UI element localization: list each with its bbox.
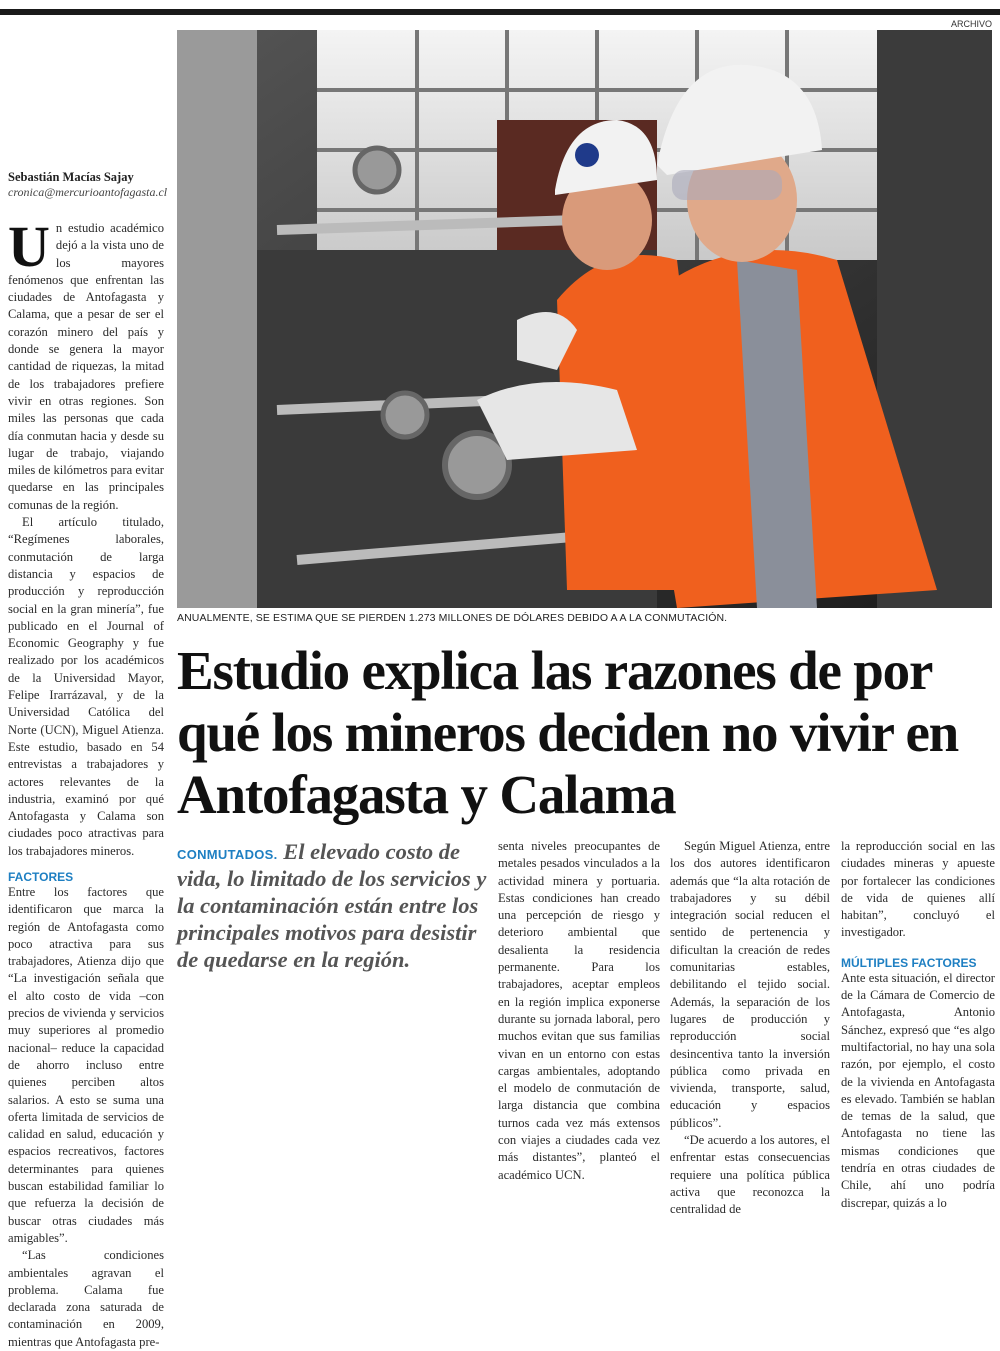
paragraph: la reproducción social en las ciudades mineras y apueste por fortalecer las condiciones de vida de quienes allí habitan”, concluyó el investigador. — [841, 839, 995, 940]
column-1 — [8, 170, 168, 1351]
byline-author: Sebastián Macías Sajay — [8, 170, 134, 184]
paragraph: “Las condiciones ambientales agravan el problema. Calama fue declarada zona saturada de contaminación en 2009, mientras que Antofagasta pre- — [8, 1248, 164, 1349]
headline: Estudio explica las razones de por qué los mineros deciden no vivir en Antofagasta y Calama — [177, 640, 959, 825]
paragraph: Ante esta situación, el director de la Cámara de Comercio de Antofagasta, Antonio Sánchez, expresó que “es algo multifactorial, no hay una sola razón, por ejemplo, el costo de la vivienda en Antofagasta es elevado. También se hablan de temas de la salud, que Antofagasta no tiene las mismas condiciones que tendría en otras ciudades de Chile, ahí uno podría discrepar, quizás a lo — [841, 970, 995, 1210]
subheading-multiples-factores: MÚLTIPLES FACTORES — [841, 955, 977, 970]
subheading-factores: FACTORES — [8, 869, 74, 884]
column-3 — [670, 838, 830, 1219]
byline-email[interactable]: cronica@mercurioantofagasta.cl — [8, 185, 168, 199]
paragraph: Un estudio académico dejó a la vista uno de los mayores fenómenos que enfrentan las ciudades de Antofagasta y Calama, que a pesar de ser el corazón minero del país y donde se genera la mayor cantidad de riquezas, la mitad de los trabajadores prefiere vivir en otras regiones. Son miles las personas que cada día conmutan hacia y desde su lugar de trabajo, viajando miles de kilómetros para evitar quedarse en las principales comunas de la región. — [8, 214, 164, 512]
paragraph: Entre los factores que identificaron que marca la región de Antofagasta como poco atractiva para sus trabajadores, Atienza dijo que “La investigación señala que el alto costo de vida –con precios de vivienda y servicios muy superiores al promedio nacional– reduce la capacidad de ahorro incluso entre quienes perciben altos salarios. A esto se suma una oferta limitada de servicios de calidad en salud, educación y espacios recreativos, factores determinantes para quienes buscan estabilidad familiar lo que refuerza la decisión de buscar otras ciudades más amigables”. — [8, 884, 164, 1245]
paragraph: “De acuerdo a los autores, el enfrentar estas consecuencias requiere una política pública activa que reconozca la centralidad de — [670, 1133, 830, 1217]
drop-cap: U — [8, 214, 50, 279]
article-photo — [177, 30, 992, 608]
top-rule — [0, 9, 1000, 15]
deck-text: El elevado costo de vida, lo limitado de los servicios y la contaminación están entre los principales motivos para desistir de quedarse en la región. — [177, 839, 487, 972]
column-4 — [841, 838, 995, 1212]
paragraph: Según Miguel Atienza, entre los dos autores identificaron además que “la alta rotación de trabajadores y su débil integración social reducen el sentido de pertenencia y dificultan la creación de redes comunitarias estables, debilitando el tejido social. Además, la separación de los lugares de producción y reproducción social desincentiva tanto la inversión pública como privada en vivienda, transporte, salud, educación y espacios públicos”. — [670, 839, 830, 1130]
photo-caption: ANUALMENTE, SE ESTIMA QUE SE PIERDEN 1.273 MILLONES DE DÓLARES DEBIDO A A LA CONMUTACIÓN. — [177, 612, 728, 624]
paragraph: senta niveles preocupantes de metales pesados vinculados a la actividad minera y portuaria. Estas condiciones han creado una percepción de riesgo y deterioro ambiental que desalienta la residencia permanente. Para los trabajadores, aceptar empleos en la región implica exponerse durante su jornada laboral, pero muchos evitan que sus familias vivan en un entorno con estas cargas ambientales, adoptando el modelo de conmutación de larga distancia que combina turnos cada vez más extensos con viajes a ciudades cada vez más distantes”, planteó el académico UCN. — [498, 839, 660, 1182]
paragraph: El artículo titulado, “Regímenes laborales, conmutación de larga distancia y espacios de producción y reproducción social en la gran minería”, fue publicado en el Journal of Economic Geography y fue realizado por los académicos de la Universidad Mayor, Felipe Irarrázaval, y de la Universidad Católica del Norte (UCN), Miguel Atienza. Este estudio, basado en 54 entrevistas a trabajadores y actores relevantes de la industria, examinó por qué Antofagasta y Calama son ciudades poco atractivas para los trabajadores mineros. — [8, 515, 164, 858]
deck — [177, 838, 487, 973]
deck-kicker: CONMUTADOS. — [177, 847, 278, 862]
photo-credit: ARCHIVO — [950, 19, 992, 29]
column-2 — [498, 838, 660, 1184]
